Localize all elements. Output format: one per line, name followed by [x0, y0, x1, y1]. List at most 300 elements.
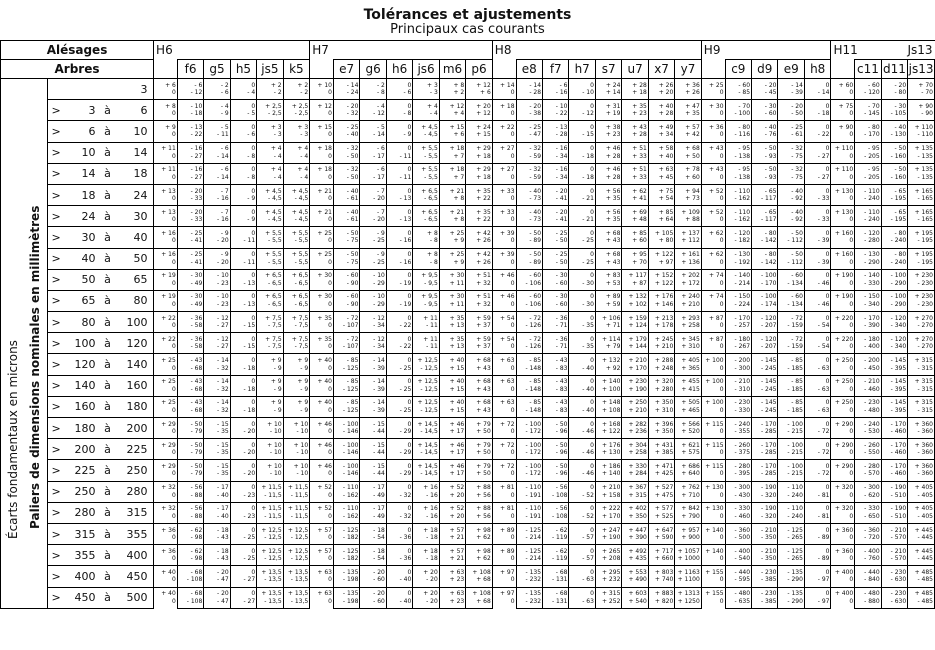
upper-deviation: - 50	[764, 166, 777, 174]
arbres-label: Arbres	[1, 60, 154, 79]
lower-deviation: - 35	[217, 470, 229, 478]
shaft-tolerance-cell	[466, 79, 493, 100]
upper-deviation: + 57	[449, 526, 465, 534]
upper-deviation: - 70	[867, 102, 880, 110]
shaft-tolerance-cell	[177, 142, 203, 163]
upper-deviation: + 51	[632, 166, 647, 174]
lower-deviation: + 284	[628, 470, 647, 478]
upper-deviation: - 100	[787, 441, 803, 449]
shaft-tolerance-cell	[778, 545, 804, 566]
lower-deviation: + 80	[658, 237, 674, 245]
upper-deviation: + 10	[267, 441, 282, 449]
lower-deviation: + 22	[476, 216, 491, 224]
upper-deviation: + 6	[165, 81, 176, 89]
lower-deviation: - 5,5	[294, 258, 309, 266]
shaft-tolerance-cell	[439, 566, 465, 587]
lower-deviation: - 61	[346, 195, 359, 203]
upper-deviation: + 83	[605, 272, 621, 280]
shaft-tolerance-cell	[595, 163, 621, 184]
hole-tolerance-cell	[701, 566, 725, 587]
shaft-tolerance-cell	[855, 206, 881, 227]
upper-deviation: + 360	[914, 441, 933, 449]
lower-deviation: - 28	[555, 131, 568, 139]
upper-deviation: 0	[407, 526, 412, 534]
upper-deviation: 0	[825, 272, 830, 280]
lower-deviation: + 21	[449, 555, 465, 563]
lower-deviation: - 68	[190, 406, 203, 414]
shaft-tolerance-cell	[204, 79, 230, 100]
upper-deviation: + 46	[317, 441, 332, 449]
lower-deviation: - 10	[269, 428, 282, 436]
upper-deviation: + 527	[654, 484, 674, 492]
lower-deviation: - 18	[243, 406, 256, 414]
js13-top-label: Js13	[907, 43, 933, 57]
shaft-tolerance-cell	[569, 163, 595, 184]
lower-deviation: + 820	[654, 597, 674, 605]
lower-deviation: - 245	[760, 406, 777, 414]
shaft-tolerance-cell	[543, 439, 569, 460]
lower-deviation: - 49	[373, 512, 385, 520]
lower-deviation: - 285	[760, 449, 777, 457]
shaft-tolerance-cell	[881, 79, 907, 100]
upper-deviation: - 360	[864, 526, 880, 534]
shaft-tolerance-cell	[569, 206, 595, 227]
lower-deviation: - 68	[190, 385, 203, 393]
lower-deviation: + 15	[449, 364, 465, 372]
lower-deviation: - 27	[217, 343, 229, 351]
upper-deviation: - 68	[190, 590, 203, 598]
upper-deviation: + 3	[427, 81, 438, 89]
shaft-tolerance-cell	[648, 227, 674, 248]
lower-deviation: - 96	[555, 470, 568, 478]
lower-deviation: - 191	[525, 512, 542, 520]
shaft-tolerance-cell	[648, 248, 674, 269]
lower-deviation: - 125	[342, 385, 359, 393]
lower-deviation: + 350	[654, 428, 674, 436]
upper-deviation: - 60	[791, 272, 803, 280]
hole-tolerance-cell	[492, 312, 516, 333]
upper-deviation: - 13	[555, 123, 568, 131]
upper-deviation: 0	[590, 251, 594, 259]
lower-deviation: - 214	[525, 534, 542, 542]
range-to: 450	[126, 569, 148, 583]
lower-deviation: 0	[172, 195, 176, 203]
shaft-tolerance-cell	[881, 142, 907, 163]
upper-deviation: - 85	[529, 399, 542, 407]
range-gt: >	[51, 273, 61, 287]
lower-deviation: - 11	[243, 258, 256, 266]
shaft-tolerance-cell	[177, 121, 203, 142]
hole-tolerance-cell	[831, 566, 855, 587]
shaft-tolerance-cell	[855, 121, 881, 142]
range-from: 160	[74, 400, 96, 414]
lower-deviation: 0	[328, 237, 332, 245]
lower-deviation: - 34	[555, 152, 568, 160]
lower-deviation: 0	[849, 491, 854, 499]
upper-deviation: + 46	[605, 145, 621, 153]
lower-deviation: 0	[172, 343, 176, 351]
lower-deviation: - 182	[734, 237, 751, 245]
lower-deviation: + 124	[628, 322, 647, 330]
upper-deviation: - 50	[555, 441, 568, 449]
upper-deviation: - 50	[190, 441, 203, 449]
upper-deviation: 0	[251, 272, 256, 280]
lower-deviation: + 190	[602, 534, 621, 542]
lower-deviation: - 9	[273, 406, 282, 414]
shaft-tolerance-cell	[804, 439, 831, 460]
lower-deviation: - 59	[529, 173, 542, 181]
upper-deviation: + 883	[654, 590, 674, 598]
shaft-tolerance-cell	[752, 523, 778, 544]
upper-deviation: + 250	[628, 399, 647, 407]
table-row	[1, 163, 935, 184]
lower-deviation: + 170	[602, 512, 621, 520]
upper-deviation: 0	[251, 229, 256, 237]
size-range	[47, 121, 154, 142]
upper-deviation: + 405	[914, 505, 933, 513]
upper-deviation: + 396	[654, 420, 674, 428]
lower-deviation: - 39	[791, 89, 803, 97]
upper-deviation: - 300	[734, 484, 751, 492]
upper-deviation: + 137	[681, 229, 700, 237]
shaft-tolerance-cell	[257, 312, 283, 333]
lower-deviation: - 83	[555, 385, 568, 393]
size-range	[47, 79, 154, 100]
lower-deviation: 0	[719, 322, 724, 330]
lower-deviation: - 8	[403, 110, 412, 118]
shaft-tolerance-cell	[177, 269, 203, 290]
shaft-tolerance-cell	[675, 587, 702, 608]
upper-deviation: - 145	[760, 399, 777, 407]
shaft-tolerance-cell	[622, 269, 648, 290]
shaft-tolerance-cell	[177, 396, 203, 417]
upper-deviation: - 72	[791, 314, 803, 322]
lower-deviation: + 13	[449, 322, 465, 330]
lower-deviation: - 570	[864, 470, 880, 478]
upper-deviation: - 30	[555, 272, 568, 280]
upper-deviation: - 100	[342, 462, 359, 470]
hole-tolerance-cell	[492, 227, 516, 248]
hole-tolerance-cell	[831, 163, 855, 184]
shaft-tolerance-cell	[543, 481, 569, 502]
table-row	[1, 312, 935, 333]
shaft-tolerance-cell	[752, 248, 778, 269]
hole-spacer	[154, 60, 178, 79]
shaft-tolerance-cell	[177, 566, 203, 587]
upper-deviation: - 12	[373, 314, 385, 322]
shaft-tolerance-cell	[569, 333, 595, 354]
side-label-outer	[1, 79, 25, 609]
lower-deviation: - 8	[247, 173, 256, 181]
upper-deviation: - 135	[787, 590, 803, 598]
lower-deviation: + 210	[628, 406, 647, 414]
shaft-tolerance-cell	[516, 79, 542, 100]
table-row	[1, 184, 935, 205]
upper-deviation: - 9	[376, 251, 385, 259]
shaft-tolerance-cell	[881, 333, 907, 354]
lower-deviation: - 265	[787, 534, 803, 542]
upper-deviation: - 180	[734, 335, 751, 343]
hole-tolerance-cell	[154, 566, 178, 587]
lower-deviation: - 10	[269, 470, 282, 478]
upper-deviation: 0	[590, 590, 594, 598]
upper-deviation: - 13	[190, 123, 203, 131]
upper-deviation: 0	[590, 420, 594, 428]
upper-deviation: - 210	[734, 378, 751, 386]
shaft-tolerance-cell	[413, 354, 439, 375]
upper-deviation: + 360	[834, 526, 854, 534]
shaft-tolerance-cell	[778, 587, 804, 608]
lower-deviation: - 29	[399, 470, 412, 478]
upper-deviation: - 43	[190, 378, 203, 386]
lower-deviation: + 236	[628, 428, 647, 436]
shaft-tolerance-cell	[516, 333, 542, 354]
upper-deviation: - 100	[525, 420, 542, 428]
lower-deviation: + 60	[632, 237, 647, 245]
lower-deviation: - 117	[760, 195, 777, 203]
lower-deviation: + 8	[453, 216, 465, 224]
lower-deviation: 0	[849, 300, 854, 308]
shaft-tolerance-cell	[752, 375, 778, 396]
lower-deviation: 0	[719, 300, 724, 308]
lower-deviation: + 18	[632, 89, 647, 97]
upper-deviation: + 1163	[677, 568, 700, 576]
upper-deviation: - 7	[220, 208, 229, 216]
lower-deviation: + 740	[654, 576, 674, 584]
upper-deviation: 0	[407, 399, 412, 407]
upper-deviation: + 18	[317, 166, 332, 174]
hole-tolerance-cell	[310, 290, 334, 311]
upper-deviation: + 18	[423, 526, 438, 534]
shaft-tolerance-cell	[360, 121, 386, 142]
shaft-tolerance-cell	[908, 354, 935, 375]
shaft-tolerance-cell	[752, 545, 778, 566]
range-a: à	[104, 230, 111, 244]
lower-deviation: - 60	[555, 279, 568, 287]
shaft-tolerance-cell	[622, 418, 648, 439]
shaft-tolerance-cell	[466, 142, 493, 163]
size-range	[47, 375, 154, 396]
lower-deviation: + 56	[476, 512, 491, 520]
upper-deviation: 0	[251, 378, 256, 386]
shaft-tolerance-cell	[804, 587, 831, 608]
side-label-inner	[24, 79, 47, 609]
table-row	[1, 523, 935, 544]
upper-deviation: 0	[251, 420, 256, 428]
upper-deviation: 0	[590, 166, 594, 174]
shaft-tolerance-cell	[333, 566, 359, 587]
shaft-tolerance-cell	[855, 100, 881, 121]
lower-deviation: 0	[172, 555, 176, 563]
lower-deviation: - 22	[817, 131, 830, 139]
lower-deviation: + 43	[476, 364, 491, 372]
shaft-tolerance-cell	[855, 354, 881, 375]
lower-deviation: - 10	[296, 470, 309, 478]
shaft-tolerance-cell	[413, 481, 439, 502]
lower-deviation: - 9,5	[424, 300, 438, 308]
lower-deviation: - 63	[582, 597, 594, 605]
shaft-tolerance-cell	[543, 375, 569, 396]
lower-deviation: - 18	[190, 110, 203, 118]
shaft-tolerance-cell	[204, 312, 230, 333]
lower-deviation: - 90	[921, 110, 933, 118]
range-from: 280	[74, 506, 96, 520]
upper-deviation: 0	[251, 335, 256, 343]
lower-deviation: - 182	[342, 534, 359, 542]
shaft-tolerance-cell	[516, 502, 542, 523]
shaft-tolerance-cell	[881, 248, 907, 269]
shaft-tolerance-cell	[675, 227, 702, 248]
lower-deviation: 0	[172, 131, 176, 139]
lower-deviation: - 4,5	[268, 216, 282, 224]
upper-deviation: - 43	[190, 357, 203, 365]
upper-deviation: - 15	[217, 441, 229, 449]
lower-deviation: - 214	[525, 555, 542, 563]
shaft-tolerance-cell	[569, 396, 595, 417]
lower-deviation: - 198	[342, 576, 359, 584]
lower-deviation: - 510	[890, 512, 907, 520]
upper-deviation: 0	[407, 547, 412, 555]
upper-deviation: + 553	[628, 568, 647, 576]
upper-deviation: + 97	[500, 568, 515, 576]
range-to: 80	[133, 294, 148, 308]
upper-deviation: - 210	[890, 547, 907, 555]
lower-deviation: - 159	[787, 322, 803, 330]
shaft-tolerance-cell	[881, 206, 907, 227]
upper-deviation: - 50	[346, 251, 359, 259]
shaft-tolerance-cell	[360, 375, 386, 396]
shaft-tolerance-cell	[804, 418, 831, 439]
lower-deviation: 0	[172, 173, 176, 181]
lower-deviation: - 12,5	[264, 534, 282, 542]
shaft-tolerance-cell	[543, 248, 569, 269]
upper-deviation: + 230	[914, 272, 933, 280]
hole-tolerance-cell	[310, 354, 334, 375]
lower-deviation: - 23	[243, 491, 256, 499]
shaft-tolerance-cell	[569, 587, 595, 608]
upper-deviation: + 46	[449, 441, 465, 449]
lower-deviation: 0	[328, 534, 332, 542]
upper-deviation: + 21	[449, 208, 465, 216]
lower-deviation: + 144	[628, 343, 647, 351]
upper-deviation: - 10	[217, 293, 229, 301]
shaft-tolerance-cell	[230, 121, 256, 142]
shaft-tolerance-cell	[595, 269, 621, 290]
lower-deviation: - 350	[760, 534, 777, 542]
upper-deviation: - 40	[791, 187, 803, 195]
lower-deviation: + 130	[602, 449, 621, 457]
range-a: à	[104, 146, 111, 160]
lower-deviation: - 40	[399, 597, 412, 605]
table-row	[1, 79, 935, 100]
upper-deviation: 0	[825, 378, 830, 386]
shaft-tolerance-cell	[333, 184, 359, 205]
shaft-tolerance-cell	[908, 269, 935, 290]
lower-deviation: - 159	[787, 343, 803, 351]
shaft-tolerance-cell	[752, 460, 778, 481]
upper-deviation: - 60	[346, 293, 359, 301]
lower-deviation: - 205	[864, 152, 880, 160]
shaft-tolerance-cell	[648, 587, 674, 608]
lower-deviation: - 9	[403, 131, 412, 139]
shaft-tolerance-cell	[648, 333, 674, 354]
upper-deviation: - 65	[894, 208, 907, 216]
lower-deviation: - 39	[817, 258, 830, 266]
lower-deviation: - 72	[817, 428, 830, 436]
upper-deviation: + 8	[427, 229, 438, 237]
upper-deviation: + 52	[317, 484, 332, 492]
upper-deviation: + 7,5	[265, 335, 282, 343]
shaft-tolerance-cell	[778, 248, 804, 269]
upper-deviation: + 4	[270, 166, 282, 174]
lower-deviation: + 22	[476, 195, 491, 203]
lower-deviation: - 20	[373, 195, 385, 203]
shaft-tolerance-cell	[595, 439, 621, 460]
range-a: à	[104, 527, 111, 541]
shaft-tolerance-cell	[778, 375, 804, 396]
lower-deviation: - 182	[342, 555, 359, 563]
hole-spacer	[701, 60, 725, 79]
shaft-tolerance-cell	[386, 566, 412, 587]
lower-deviation: + 15	[476, 131, 491, 139]
upper-deviation: 0	[825, 484, 830, 492]
lower-deviation: - 27	[190, 152, 203, 160]
hole-class-label: H11	[833, 43, 858, 57]
lower-deviation: - 8	[247, 152, 256, 160]
hole-tolerance-cell	[701, 248, 725, 269]
upper-deviation: - 85	[791, 357, 803, 365]
hole-tolerance-cell	[701, 142, 725, 163]
lower-deviation: - 126	[525, 322, 542, 330]
hole-tolerance-cell	[310, 206, 334, 227]
shaft-tolerance-cell	[908, 333, 935, 354]
upper-deviation: + 9	[165, 123, 176, 131]
shaft-tolerance-cell	[648, 354, 674, 375]
lower-deviation: - 58	[190, 322, 203, 330]
upper-deviation: - 330	[864, 505, 880, 513]
lower-deviation: + 11	[449, 279, 465, 287]
shaft-tolerance-cell	[466, 545, 493, 566]
hole-class-h8	[492, 41, 701, 60]
lower-deviation: - 79	[190, 470, 203, 478]
shaft-tolerance-cell	[516, 312, 542, 333]
hole-tolerance-cell	[492, 121, 516, 142]
lower-deviation: - 119	[551, 555, 568, 563]
shaft-tolerance-cell	[881, 163, 907, 184]
shaft-tolerance-cell	[543, 269, 569, 290]
lower-deviation: + 7	[453, 173, 465, 181]
upper-deviation: 0	[251, 251, 256, 259]
hole-tolerance-cell	[310, 227, 334, 248]
lower-deviation: 0	[510, 343, 515, 351]
lower-deviation: - 27	[217, 322, 229, 330]
shaft-tolerance-cell	[675, 290, 702, 311]
lower-deviation: 0	[328, 173, 332, 181]
lower-deviation: + 60	[685, 173, 700, 181]
lower-deviation: + 35	[685, 110, 700, 118]
upper-deviation: - 110	[864, 187, 880, 195]
upper-deviation: - 20	[529, 102, 542, 110]
upper-deviation: - 120	[760, 314, 777, 322]
shaft-tolerance-cell	[778, 163, 804, 184]
upper-deviation: + 8	[427, 251, 438, 259]
upper-deviation: + 4,5	[291, 187, 309, 195]
lower-deviation: 0	[510, 534, 515, 542]
shaft-tolerance-cell	[360, 79, 386, 100]
lower-deviation: - 14	[217, 152, 229, 160]
shaft-tolerance-cell	[622, 354, 648, 375]
upper-deviation: - 210	[890, 526, 907, 534]
